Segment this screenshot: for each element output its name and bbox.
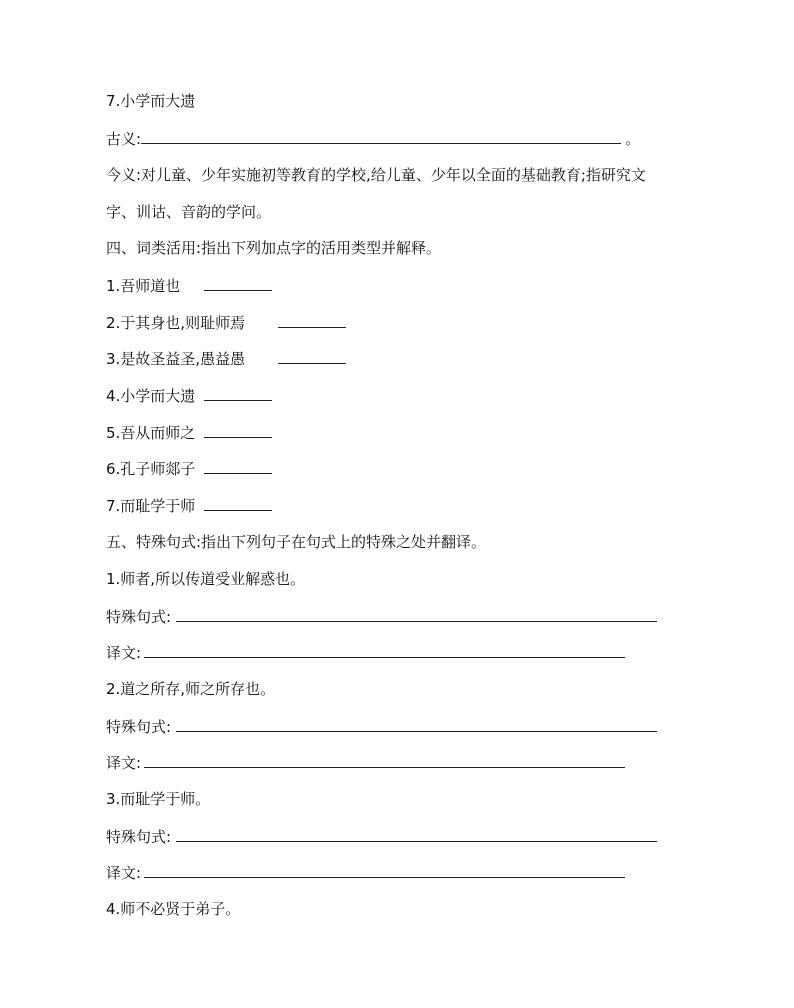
gu-yi-label: 古义: <box>106 130 142 148</box>
exercise-row <box>106 347 346 370</box>
answer-blank[interactable] <box>278 311 346 328</box>
exercise-text: 3.是故圣益圣,愚益愚 <box>106 350 246 368</box>
special-pattern-row <box>106 605 657 628</box>
sentence: 2.道之所存,师之所存也。 <box>106 680 276 698</box>
answer-blank[interactable] <box>204 274 272 291</box>
answer-blank[interactable] <box>176 605 657 622</box>
answer-blank[interactable] <box>144 641 625 658</box>
answer-blank[interactable] <box>204 421 272 438</box>
answer-blank[interactable] <box>278 347 346 364</box>
jin-yi-line-2: 字、训诂、音韵的学问。 <box>106 203 272 221</box>
special-pattern-row <box>106 715 657 738</box>
answer-blank[interactable] <box>204 457 272 474</box>
exercise-row <box>106 421 272 444</box>
gu-yi-row <box>106 127 640 150</box>
translation-row <box>106 751 625 774</box>
special-pattern-label: 特殊句式: <box>106 828 172 846</box>
special-pattern-label: 特殊句式: <box>106 608 172 626</box>
exercise-row <box>106 311 346 334</box>
exercise-row <box>106 494 272 517</box>
special-pattern-row <box>106 825 657 848</box>
exercise-text: 5.吾从而师之 <box>106 424 196 442</box>
exercise-text: 6.孔子师郯子 <box>106 460 196 478</box>
exercise-row <box>106 274 272 297</box>
answer-blank[interactable] <box>144 751 625 768</box>
period: 。 <box>625 130 641 148</box>
exercise-row <box>106 384 272 407</box>
sentence: 1.师者,所以传道受业解惑也。 <box>106 570 306 588</box>
translation-label: 译文: <box>106 864 142 882</box>
sentence: 3.而耻学于师。 <box>106 790 211 808</box>
answer-blank[interactable] <box>176 715 657 732</box>
answer-blank[interactable] <box>204 494 272 511</box>
translation-label: 译文: <box>106 644 142 662</box>
translation-row <box>106 861 625 884</box>
exercise-text: 7.而耻学于师 <box>106 497 196 515</box>
answer-blank[interactable] <box>204 384 272 401</box>
exercise-text: 1.吾师道也 <box>106 277 181 295</box>
section-heading: 五、特殊句式:指出下列句子在句式上的特殊之处并翻译。 <box>106 533 487 551</box>
special-pattern-label: 特殊句式: <box>106 718 172 736</box>
exercise-row <box>106 457 272 480</box>
answer-blank[interactable] <box>176 825 657 842</box>
answer-blank[interactable] <box>144 861 625 878</box>
answer-blank[interactable] <box>141 127 621 144</box>
jin-yi-line-1: 今义:对儿童、少年实施初等教育的学校,给儿童、少年以全面的基础教育;指研究文 <box>106 166 646 184</box>
exercise-text: 4.小学而大遗 <box>106 387 196 405</box>
translation-row <box>106 641 625 664</box>
item-title: 7.小学而大遗 <box>106 92 196 110</box>
sentence: 4.师不必贤于弟子。 <box>106 900 241 918</box>
section-heading: 四、词类活用:指出下列加点字的活用类型并解释。 <box>106 239 442 257</box>
translation-label: 译文: <box>106 754 142 772</box>
exercise-text: 2.于其身也,则耻师焉 <box>106 314 246 332</box>
